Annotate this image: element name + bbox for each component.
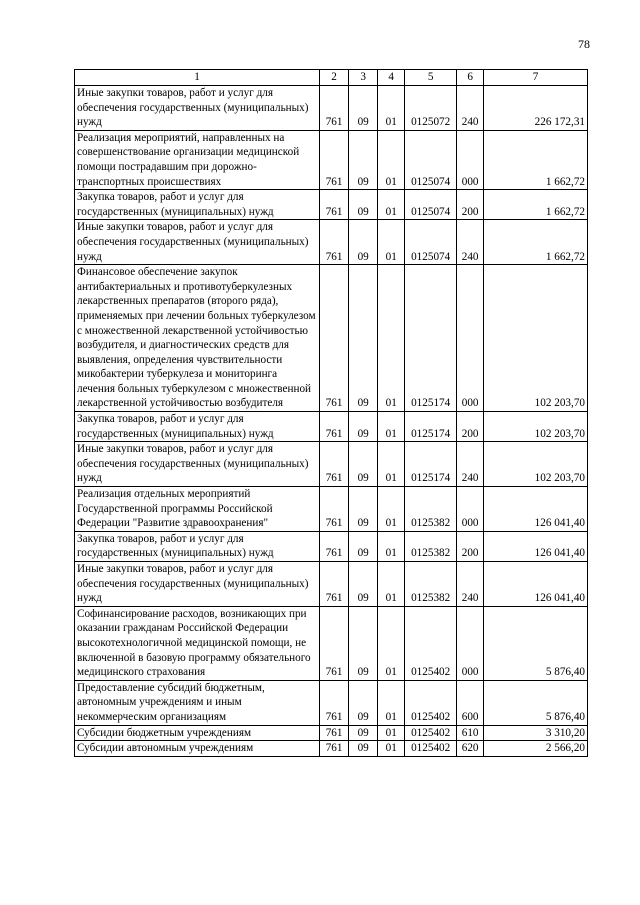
amount-cell: 126 041,40 [484,562,588,607]
row-name-cell: Иные закупки товаров, работ и услуг для обеспечения государственных (муниципальных) нужд [75,442,320,487]
row-name-cell: Иные закупки товаров, работ и услуг для обеспечения государственных (муниципальных) нужд [75,86,320,131]
table-row [75,265,588,412]
amount-cell: 102 203,70 [484,442,588,487]
ministry-code-cell: 761 [320,442,349,487]
expense-type-cell: 600 [457,680,484,725]
header-cell: 6 [457,70,484,86]
target-article-cell: 0125402 [405,741,457,757]
ministry-code-cell: 761 [320,487,349,532]
table-body [75,86,588,757]
table-row [75,220,588,265]
amount-cell: 102 203,70 [484,265,588,412]
subsection-code-cell: 01 [378,741,405,757]
subsection-code-cell: 01 [378,606,405,680]
table-row [75,487,588,532]
target-article-cell: 0125072 [405,86,457,131]
section-code-cell: 09 [349,412,378,442]
subsection-code-cell: 01 [378,442,405,487]
table-row [75,442,588,487]
section-code-cell: 09 [349,487,378,532]
ministry-code-cell: 761 [320,412,349,442]
row-name-cell: Закупка товаров, работ и услуг для государственных (муниципальных) нужд [75,412,320,442]
subsection-code-cell: 01 [378,86,405,131]
section-code-cell: 09 [349,265,378,412]
subsection-code-cell: 01 [378,220,405,265]
section-code-cell: 09 [349,680,378,725]
section-code-cell: 09 [349,725,378,741]
section-code-cell: 09 [349,130,378,189]
amount-cell: 126 041,40 [484,487,588,532]
table-row [75,725,588,741]
ministry-code-cell: 761 [320,220,349,265]
row-name-cell: Субсидии бюджетным учреждениям [75,725,320,741]
table-row [75,190,588,220]
row-name-cell: Финансовое обеспечение закупок антибактериальных и противотуберкулезных лекарственных препаратов (второго ряда), применяемых при лечении больных туберкулезом с множественной лекарственной устойчивостью возбудителя, и диагностических средств для выявления, определения чувствительности микобактерии туберкулеза и мониторинга лечения больных туберкулезом с множественной лекарственной устойчивостью возбудителя [75,265,320,412]
expense-type-cell: 200 [457,190,484,220]
page-number: 78 [578,37,590,51]
amount-cell: 102 203,70 [484,412,588,442]
expense-type-cell: 200 [457,531,484,561]
table-row [75,531,588,561]
header-row [75,70,588,86]
target-article-cell: 0125402 [405,606,457,680]
target-article-cell: 0125382 [405,531,457,561]
expense-type-cell: 240 [457,562,484,607]
header-cell: 5 [405,70,457,86]
header-cell: 2 [320,70,349,86]
section-code-cell: 09 [349,220,378,265]
expense-type-cell: 610 [457,725,484,741]
amount-cell: 5 876,40 [484,606,588,680]
table-row [75,606,588,680]
header-cell: 1 [75,70,320,86]
header-cell: 3 [349,70,378,86]
row-name-cell: Реализация отдельных мероприятий Государственной программы Российской Федерации "Развитие здравоохранения" [75,487,320,532]
amount-cell: 5 876,40 [484,680,588,725]
section-code-cell: 09 [349,562,378,607]
ministry-code-cell: 761 [320,130,349,189]
subsection-code-cell: 01 [378,680,405,725]
ministry-code-cell: 761 [320,86,349,131]
ministry-code-cell: 761 [320,265,349,412]
budget-table [74,69,588,757]
expense-type-cell: 620 [457,741,484,757]
row-name-cell: Иные закупки товаров, работ и услуг для обеспечения государственных (муниципальных) нужд [75,562,320,607]
row-name-cell: Реализация мероприятий, направленных на совершенствование организации медицинской помощи пострадавшим при дорожно-транспортных происшествиях [75,130,320,189]
table-row [75,680,588,725]
section-code-cell: 09 [349,741,378,757]
amount-cell: 1 662,72 [484,220,588,265]
subsection-code-cell: 01 [378,487,405,532]
expense-type-cell: 200 [457,412,484,442]
row-name-cell: Закупка товаров, работ и услуг для государственных (муниципальных) нужд [75,531,320,561]
header-cell: 4 [378,70,405,86]
table-row [75,741,588,757]
ministry-code-cell: 761 [320,725,349,741]
ministry-code-cell: 761 [320,680,349,725]
section-code-cell: 09 [349,86,378,131]
ministry-code-cell: 761 [320,741,349,757]
target-article-cell: 0125402 [405,725,457,741]
table-row [75,562,588,607]
section-code-cell: 09 [349,606,378,680]
ministry-code-cell: 761 [320,606,349,680]
amount-cell: 126 041,40 [484,531,588,561]
section-code-cell: 09 [349,190,378,220]
expense-type-cell: 000 [457,487,484,532]
row-name-cell: Закупка товаров, работ и услуг для государственных (муниципальных) нужд [75,190,320,220]
table-row [75,86,588,131]
subsection-code-cell: 01 [378,130,405,189]
ministry-code-cell: 761 [320,190,349,220]
amount-cell: 1 662,72 [484,190,588,220]
table-row [75,130,588,189]
target-article-cell: 0125174 [405,412,457,442]
ministry-code-cell: 761 [320,531,349,561]
section-code-cell: 09 [349,442,378,487]
expense-type-cell: 240 [457,442,484,487]
target-article-cell: 0125174 [405,265,457,412]
subsection-code-cell: 01 [378,412,405,442]
amount-cell: 226 172,31 [484,86,588,131]
amount-cell: 1 662,72 [484,130,588,189]
row-name-cell: Софинансирование расходов, возникающих при оказании гражданам Российской Федерации высокотехнологичной медицинской помощи, не включенной в базовую программу обязательного медицинского страхования [75,606,320,680]
subsection-code-cell: 01 [378,531,405,561]
expense-type-cell: 000 [457,265,484,412]
target-article-cell: 0125402 [405,680,457,725]
amount-cell: 2 566,20 [484,741,588,757]
row-name-cell: Иные закупки товаров, работ и услуг для обеспечения государственных (муниципальных) нужд [75,220,320,265]
section-code-cell: 09 [349,531,378,561]
expense-type-cell: 240 [457,220,484,265]
amount-cell: 3 310,20 [484,725,588,741]
subsection-code-cell: 01 [378,725,405,741]
table-row [75,412,588,442]
ministry-code-cell: 761 [320,562,349,607]
subsection-code-cell: 01 [378,265,405,412]
target-article-cell: 0125074 [405,190,457,220]
subsection-code-cell: 01 [378,562,405,607]
target-article-cell: 0125074 [405,130,457,189]
subsection-code-cell: 01 [378,190,405,220]
expense-type-cell: 000 [457,130,484,189]
target-article-cell: 0125074 [405,220,457,265]
expense-type-cell: 240 [457,86,484,131]
target-article-cell: 0125382 [405,487,457,532]
row-name-cell: Субсидии автономным учреждениям [75,741,320,757]
expense-type-cell: 000 [457,606,484,680]
target-article-cell: 0125174 [405,442,457,487]
header-cell: 7 [484,70,588,86]
target-article-cell: 0125382 [405,562,457,607]
row-name-cell: Предоставление субсидий бюджетным, автономным учреждениям и иным некоммерческим организациям [75,680,320,725]
